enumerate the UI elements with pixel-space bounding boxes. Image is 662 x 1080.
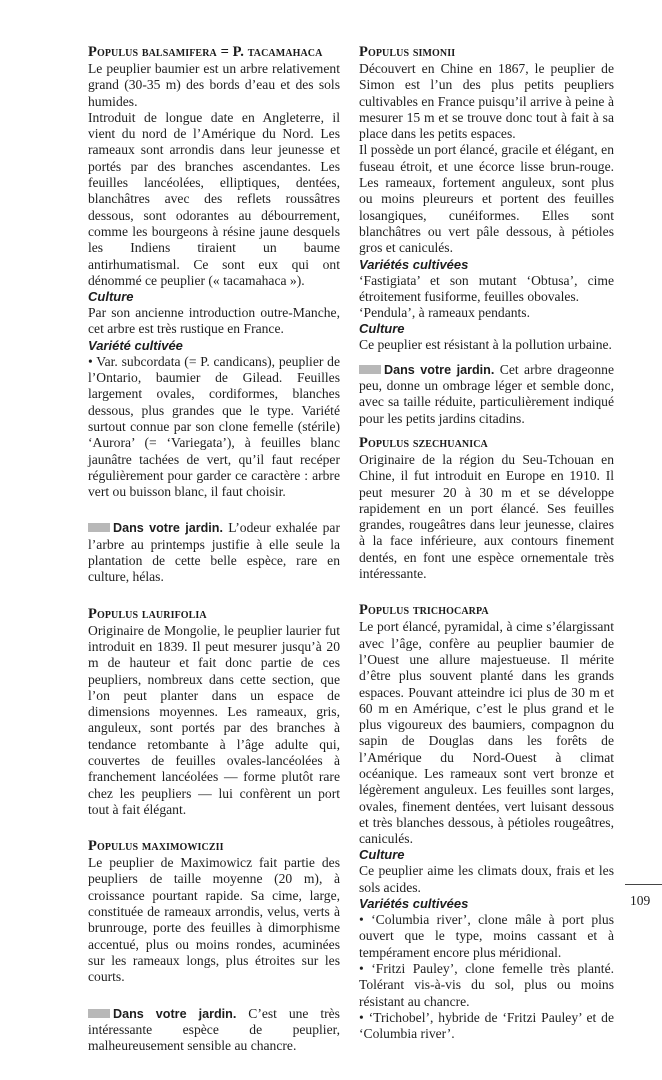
left-column [88,44,340,1054]
jardin-text: C’est une très intéressante espèce de peuplier, malheureusement sensible au chancre. [88,1005,340,1054]
body-paragraph: Originaire de la région du Seu-Tchouan en Chine, il fut introduit en Europe en 1910. Il peut mesurer 20 à 30 m et se développe rapidement en un port élancé. Ses feuilles grandes, rougeâtres dans leur jeunesse, claires à la face inférieure, aux contours finement dentés, en font une espèce ornementale très intéressante. [359,451,614,582]
body-paragraph: Introduit de longue date en Angleterre, il vient du nord de l’Amérique du Nord. Les rameaux sont arrondis dans leur jeunesse et portés par des branches ascendantes. Les feuilles lancéolées, elliptiques, dentées, blanchâtres avec des reflets roussâtres dessous, sont odorantes au débourrement, comme les bourgeons à résine jaune desquels les Indiens tiraient un baume antirhumatismal. Ce sont eux qui ont dénommé ce peuplier (« tacamahaca »). [88,109,340,288]
subheading-culture: Culture [88,289,134,305]
section-title: Populus balsamifera = P. tacamahaca [88,44,323,60]
section-laurifolia [88,606,340,819]
section-maximowiczii [88,838,340,1054]
subheading-culture: Culture [359,321,405,337]
jardin-text: Cet arbre drageonne peu, donne un ombrage léger et semble donc, avec sa taille réduite, particulièrement indiqué pour les petits jardins citadins. [359,361,614,426]
variety-item: • ‘Fritzi Pauley’, clone femelle très planté. Tolérant vis-à-vis du sol, plus ou moins résistant au chancre. [359,960,614,1009]
subheading-variete: Variété cultivée [88,337,183,353]
jardin-note [88,1006,340,1055]
variety-item: • ‘Columbia river’, clone mâle à port plus ouvert que le type, moins cassant et à tempérament encore plus méridional. [359,912,614,960]
section-title: Populus simonii [359,44,456,60]
marker-icon [359,365,381,374]
jardin-label: Dans votre jardin. [384,362,495,377]
section-title: Populus maximowiczii [88,838,224,855]
body-paragraph: Le port élancé, pyramidal, à cime s’élargissant avec l’âge, confère au peuplier baumier de l’Ouest une allure majestueuse. Il mérite d’être plus souvent planté dans les grands espaces. Pouvant atteindre ici plus de 30 m et 60 m en Amérique, c’est le plus grand et le plus vigoureux des baumiers, compagnon du sapin de Douglas dans les forêts de l’Amérique du Nord-Ouest à climat océanique. Les rameaux sont vert bronze et légèrement anguleux. Les feuilles sont larges, ovales, finement dentées, vert luisant dessous et très blanches dessous, à pétioles rougeâtres, caniculés. [359,619,614,847]
body-paragraph: Le peuplier de Maximowicz fait partie des peupliers de taille moyenne (20 m), à croissance pourtant rapide. Sa cime, large, constituée de rameaux arrondis, velus, verts à brunrouge, porte des feuilles à dimorphisme accentué, plus ou moins rondes, acuminées sur les rameaux longs, plus étroites sur les courts. [88,855,340,985]
jardin-note [359,362,614,427]
subheading-culture: Culture [359,847,405,863]
body-paragraph: Découvert en Chine en 1867, le peuplier de Simon est l’un des plus petits peupliers cultivables en France puisqu’il arrive à peine à mesurer 15 m et se trouve donc tout à fait à sa place dans les petits espaces. [359,61,614,142]
page-number-rule [625,884,662,885]
section-szechuanica [359,435,614,582]
section-simonii [359,44,614,427]
marker-icon [88,1009,110,1018]
body-paragraph: Ce peuplier aime les climats doux, frais et les sols acides. [359,863,614,895]
variety-item: ‘Pendula’, à rameaux pendants. [359,305,530,321]
variety-item: • ‘Trichobel’, hybride de ‘Fritzi Pauley’ et de ‘Columbia river’. [359,1009,614,1042]
body-paragraph: Originaire de Mongolie, le peuplier laurier fut introduit en 1839. Il peut mesurer jusqu’à 20 m de hauteur et fait donc partie de ces peupliers, nombreux dans cette section, que l’on peut planter dans un espace de dimensions moyennes. Les rameaux, gris, anguleux, sont portés par des branches à tendance retombante à l’âge adulte qui, couvertes de feuilles ovales-lancéolées à franchement lancéolées — forme plutôt rare chez les peupliers — lui confèrent un port tout à fait élégant. [88,622,340,817]
jardin-label: Dans votre jardin. [113,521,223,536]
subheading-variete: Variétés cultivées [359,256,469,272]
jardin-text: L’odeur exhalée par l’arbre au printemps justifie à elle seule la plantation de cette belle espèce, rare en culture, hélas. [88,520,340,585]
section-balsamifera [88,44,340,586]
section-title: Populus szechuanica [359,434,488,451]
jardin-note [88,520,340,585]
jardin-label: Dans votre jardin. [113,1006,237,1021]
section-title: Populus trichocarpa [359,602,489,619]
body-paragraph: Ce peuplier est résistant à la pollution urbaine. [359,337,612,353]
right-column [359,44,614,1042]
body-paragraph: Le peuplier baumier est un arbre relativement grand (30-35 m) des bords d’eau et des sols humides. [88,61,340,109]
section-trichocarpa [359,602,614,1042]
subheading-variete: Variétés cultivées [359,896,469,912]
marker-icon [88,523,110,532]
body-paragraph: Il possède un port élancé, gracile et élégant, en fuseau étroit, et une écorce lisse brun-rouge. Les rameaux, fortement anguleux, sont plus ou moins pleureurs et portent des feuilles losangiques, cunéiformes. Elles sont blanchâtres ou vert pâle dessous, à pétioles gros et caniculés. [359,142,614,256]
variety-item: • Var. subcordata (= P. candicans), peuplier de l’Ontario, baumier de Gilead. Feuilles largement ovales, cordiformes, blanches dessous, plus grandes que le type. Variété surtout connue par son clone femelle (stérile) ‘Aurora’ (= ‘Variegata’), à feuilles blanc jaunâtre tachées de vert, qu’il faut recéper régulièrement pour garder ce caractère : arbre vert ou buisson blanc, il faut choisir. [88,353,340,500]
variety-item: ‘Fastigiata’ et son mutant ‘Obtusa’, cime étroitement fusiforme, feuilles obovales. [359,272,614,304]
body-paragraph: Par son ancienne introduction outre-Manche, cet arbre est très rustique en France. [88,305,340,337]
section-title: Populus laurifolia [88,605,207,622]
page-number: 109 [630,893,651,908]
